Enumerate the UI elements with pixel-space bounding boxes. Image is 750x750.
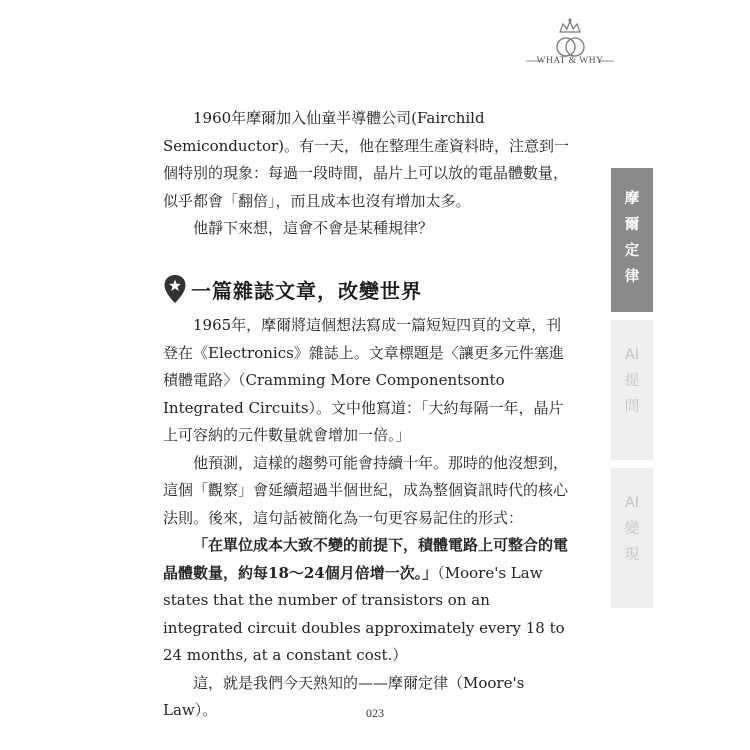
heading-text: 一篇雜誌文章，改變世界 xyxy=(191,278,422,303)
page-number: 023 xyxy=(366,706,384,720)
paragraph: 他預測，這樣的趨勢可能會持續十年。那時的他沒想到，這個「觀察」會延續超過半個世紀，成為整個資訊時代的核心法則。後來，這句話被簡化為一句更容易記住的形式： xyxy=(163,453,569,527)
section-heading xyxy=(163,274,422,304)
tab-char: 問 xyxy=(624,399,640,415)
tab-char: 摩 xyxy=(624,191,640,207)
tab-char: AI xyxy=(624,495,640,511)
emblem-label: WHAT & WHY xyxy=(536,56,604,66)
tab-char: 變 xyxy=(624,521,640,537)
intro-section xyxy=(163,105,573,243)
paragraph: 這，就是我們今天熟知的——摩爾定律（Moore's Law）。 xyxy=(163,673,525,719)
tab-ai-questions[interactable] xyxy=(611,320,653,460)
main-section xyxy=(163,312,573,725)
tab-char: 律 xyxy=(624,269,640,285)
tab-char: 定 xyxy=(624,243,640,259)
quote-english-text: （Moore's Law states that the number of transistors on an integrated circuit doubles approximately every 18 to 24 months, at a constant cost.） xyxy=(163,563,565,664)
tab-char: 爾 xyxy=(624,217,640,233)
paragraph: 1965年，摩爾將這個想法寫成一篇短短四頁的文章，刊登在《Electronics》雜誌上。文章標題是〈讓更多元件塞進積體電路〉（Cramming More Componentsonto Integrated Circuits）。文中他寫道：「大約每隔一年，晶片上可容納的元件數量就會增加一倍。」 xyxy=(163,316,564,444)
quote-bold-text: 「在單位成本大致不變的前提下，積體電路上可整合的電晶體數量，約每18～24個月倍增一次。」 xyxy=(163,536,569,582)
paragraph: 他靜下來想，這會不會是某種規律？ xyxy=(193,219,434,237)
tab-char: 提 xyxy=(624,373,640,389)
quote-paragraph xyxy=(163,532,573,670)
tab-ai-monetization[interactable] xyxy=(611,468,653,608)
chapter-tabs xyxy=(611,168,653,608)
tab-moores-law[interactable] xyxy=(611,168,653,312)
paragraph: 1960年摩爾加入仙童半導體公司(Fairchild Semiconductor)。有一天，他在整理生產資料時，注意到一個特別的現象：每過一段時間，晶片上可以放的電晶體數量，似乎都會「翻倍」，而且成本也沒有增加太多。 xyxy=(163,109,570,210)
tab-char: AI xyxy=(624,347,640,363)
header-emblem xyxy=(520,14,620,74)
tab-char: 現 xyxy=(624,547,640,563)
star-pin-icon xyxy=(163,274,187,304)
